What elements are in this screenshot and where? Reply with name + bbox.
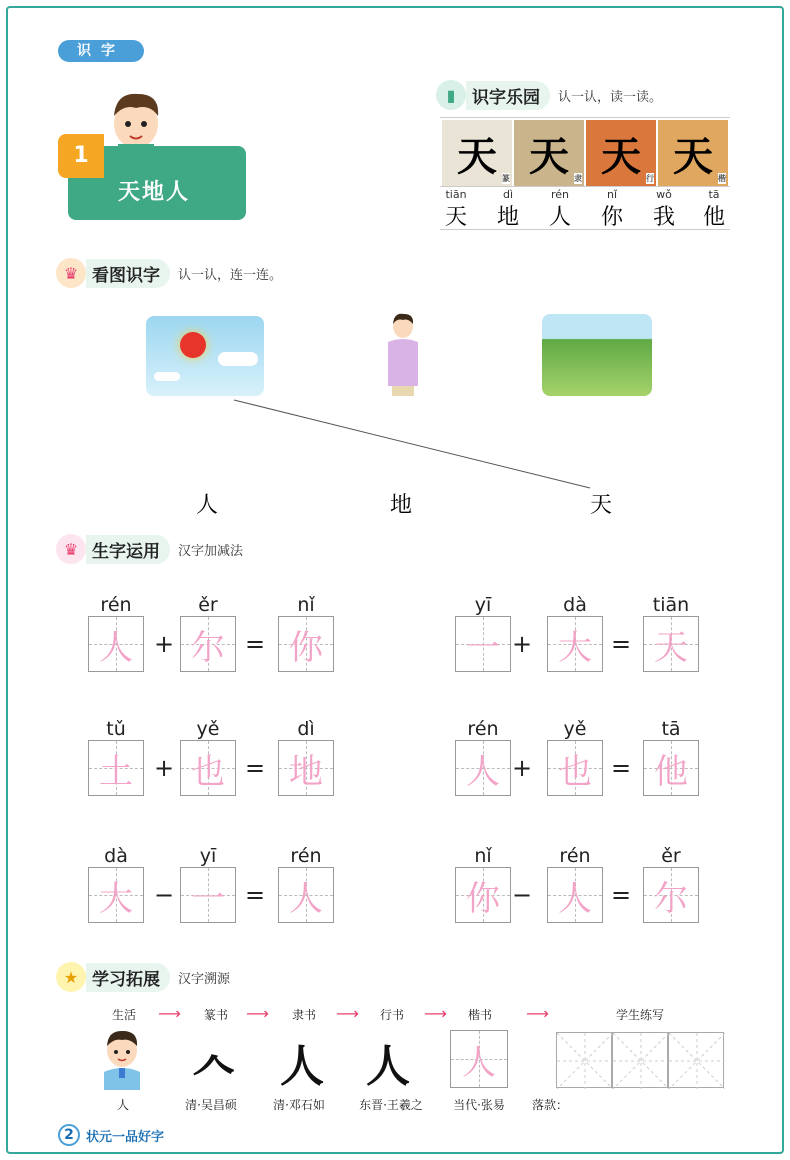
equation-char-result: 地 [289, 751, 323, 792]
equation-pinyin-result: tā [661, 718, 681, 740]
equation-pinyin-result: nǐ [297, 594, 315, 616]
literacy-garden-subtitle: 认一认，读一读。 [558, 89, 663, 105]
equation-char-second: 一 [191, 878, 225, 919]
equation-char-first: 人 [99, 627, 133, 668]
equation-grid-result[interactable] [278, 740, 334, 796]
label-regular: 楷书 [467, 1008, 492, 1022]
equation-grid-first[interactable] [455, 740, 511, 796]
word-tian: 天 [590, 493, 613, 518]
extension-title: 学习拓展 [86, 963, 170, 992]
equation-char-second: 人 [558, 878, 592, 919]
equation-pinyin-result: rén [290, 845, 322, 867]
word-ren: 人 [196, 493, 219, 518]
char-use-header [56, 534, 243, 564]
equation-grid-second[interactable] [180, 867, 236, 923]
char-use-title: 生字运用 [86, 535, 170, 564]
equation-operator: − [511, 881, 533, 909]
picture-match-title: 看图识字 [86, 259, 170, 288]
credit-life: 人 [116, 1098, 129, 1112]
equation-grid-first[interactable] [88, 867, 144, 923]
equation-pinyin-second: yě [563, 718, 587, 740]
equation-pinyin-first: rén [467, 718, 499, 740]
running-tag: 行 [646, 173, 654, 183]
footer-title: 状元一品好字 [86, 1130, 165, 1145]
clerical-tag: 隶 [574, 173, 582, 183]
equation-grid-result[interactable] [278, 616, 334, 672]
equation-pinyin-first: dà [104, 845, 128, 867]
equation-grid-result[interactable] [643, 740, 699, 796]
equation-grid-second[interactable] [180, 740, 236, 796]
trophy-icon: ♛ [56, 258, 86, 288]
regular-glyph-grid [450, 1030, 508, 1088]
equation-grid-result[interactable] [643, 867, 699, 923]
equation-char-first: 人 [466, 751, 500, 792]
equation-pinyin-first: rén [100, 594, 132, 616]
star-icon: ★ [56, 962, 86, 992]
credit-clerical: 清·邓石如 [273, 1098, 325, 1112]
char-wo: 我 [652, 205, 675, 230]
equation-equals: = [610, 881, 632, 909]
equation-char-second: 大 [558, 627, 592, 668]
equation-char-second: 也 [558, 751, 592, 792]
equation-pinyin-result: tiān [652, 594, 690, 616]
equation-operator: − [153, 881, 175, 909]
equation-char-first: 你 [466, 878, 500, 919]
label-life: 生活 [111, 1008, 136, 1022]
equation-grid-second[interactable] [180, 616, 236, 672]
regular-char: 天 [673, 132, 713, 180]
char-ni: 你 [600, 205, 623, 230]
equation-operator: + [153, 754, 175, 782]
equation-char-result: 你 [289, 627, 323, 668]
equation-pinyin-result: ěr [661, 845, 681, 867]
picture-match-subtitle: 认一认，连一连。 [178, 267, 283, 283]
running-char: 天 [601, 132, 641, 180]
clerical-char: 天 [529, 132, 569, 180]
signature-label: 落款： [532, 1098, 569, 1112]
equation-char-first: 大 [99, 878, 133, 919]
match-line [0, 0, 790, 520]
equation-grid-second[interactable] [547, 616, 603, 672]
label-running: 行书 [379, 1008, 404, 1022]
equation-char-second: 尔 [191, 627, 225, 668]
book-icon: ▮ [436, 80, 466, 110]
regular-tag: 楷 [718, 173, 726, 183]
char-tian: 天 [444, 205, 467, 230]
practice-box[interactable] [612, 1032, 668, 1088]
boy-avatar [98, 1028, 146, 1090]
pinyin-tian: tiān [445, 188, 467, 201]
equation-grid-second[interactable] [547, 740, 603, 796]
equation-grid-second[interactable] [547, 867, 603, 923]
equation-char-result: 人 [289, 878, 323, 919]
practice-box[interactable] [668, 1032, 724, 1088]
char-di: 地 [496, 205, 519, 230]
pinyin-ren: rén [550, 188, 570, 201]
label-seal: 篆书 [203, 1008, 228, 1022]
equation-pinyin-second: yě [196, 718, 220, 740]
seal-char: 天 [457, 132, 497, 180]
equation-equals: = [610, 630, 632, 658]
equation-pinyin-second: ěr [198, 594, 218, 616]
arrow-icon: ⟶ [158, 1004, 181, 1023]
clerical-glyph: 人 [280, 1041, 324, 1092]
equation-pinyin-second: yī [199, 845, 217, 867]
page-number: 2 [58, 1124, 80, 1146]
practice-box[interactable] [556, 1032, 612, 1088]
equation-pinyin-first: nǐ [474, 845, 492, 867]
literacy-garden-title: 识字乐园 [466, 81, 550, 110]
lesson-number: 1 [58, 134, 104, 178]
equation-equals: = [244, 881, 266, 909]
equation-char-result: 尔 [654, 878, 688, 919]
equation-char-result: 天 [654, 627, 688, 668]
equation-pinyin-result: dì [297, 718, 315, 740]
trophy-icon: ♛ [56, 534, 86, 564]
seal-glyph: 𠆢 [192, 1043, 236, 1094]
section-pill: 识字 [58, 40, 144, 62]
pinyin-ni: nǐ [606, 188, 618, 201]
equation-grid-first[interactable] [455, 616, 511, 672]
arrow-icon: ⟶ [526, 1004, 549, 1023]
credit-regular: 当代·张易 [453, 1098, 505, 1112]
equation-equals: = [610, 754, 632, 782]
arrow-icon: ⟶ [424, 1004, 447, 1023]
equation-char-first: 土 [99, 751, 133, 792]
equation-char-first: 一 [466, 627, 500, 668]
regular-glyph: 人 [462, 1042, 496, 1083]
char-ta: 他 [702, 205, 725, 230]
equation-grid-first[interactable] [88, 616, 144, 672]
equation-grid-first[interactable] [455, 867, 511, 923]
equation-pinyin-first: yī [474, 594, 492, 616]
pinyin-wo: wǒ [656, 188, 672, 201]
extension-header [56, 962, 230, 992]
extension-subtitle: 汉字溯源 [178, 971, 231, 987]
label-clerical: 隶书 [291, 1008, 316, 1022]
equation-pinyin-second: dà [563, 594, 587, 616]
equation-operator: + [511, 630, 533, 658]
equation-operator: + [153, 630, 175, 658]
equation-grid-result[interactable] [278, 867, 334, 923]
char-ren: 人 [548, 205, 571, 230]
equation-grid-result[interactable] [643, 616, 699, 672]
equation-grid-first[interactable] [88, 740, 144, 796]
equation-char-second: 也 [191, 751, 225, 792]
arrow-icon: ⟶ [246, 1004, 269, 1023]
char-use-subtitle: 汉字加减法 [178, 543, 244, 559]
credit-seal: 清·吴昌硕 [185, 1098, 237, 1112]
running-glyph: 人 [366, 1041, 410, 1092]
equation-pinyin-second: rén [559, 845, 591, 867]
label-practice: 学生练写 [615, 1008, 664, 1022]
seal-tag: 篆 [502, 173, 510, 183]
arrow-icon: ⟶ [336, 1004, 359, 1023]
equation-equals: = [244, 754, 266, 782]
credit-running: 东晋·王羲之 [359, 1098, 423, 1112]
equation-char-result: 他 [654, 751, 688, 792]
equation-equals: = [244, 630, 266, 658]
lesson-title: 天地人 [118, 180, 191, 205]
equation-operator: + [511, 754, 533, 782]
equation-pinyin-first: tǔ [106, 718, 126, 740]
pinyin-ta: tā [708, 188, 720, 201]
pinyin-di: dì [502, 188, 514, 201]
word-di: 地 [390, 493, 413, 518]
